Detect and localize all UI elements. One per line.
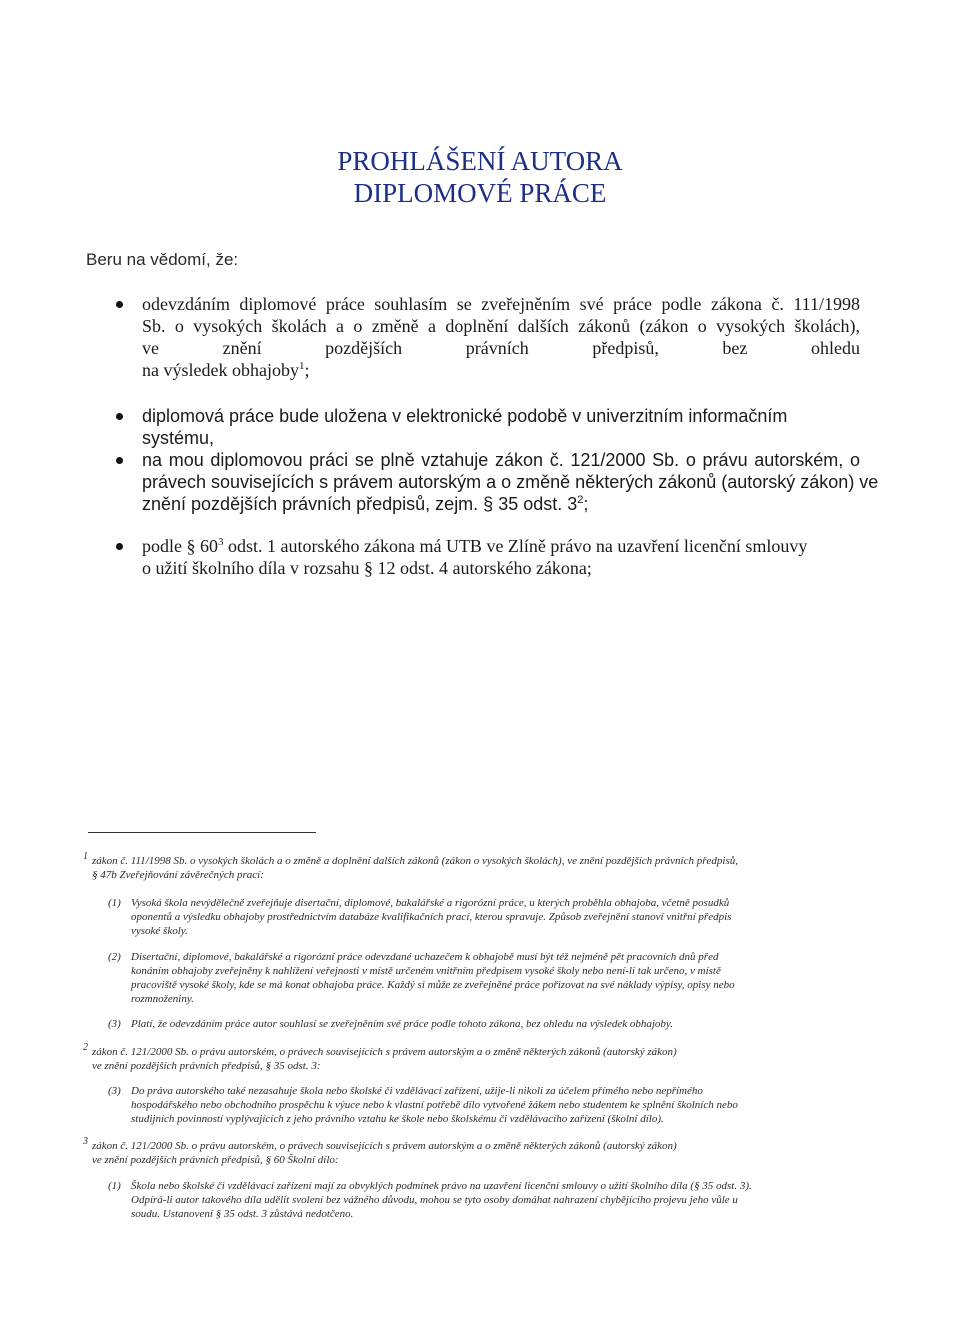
footnote-ref: 1 [298, 360, 305, 372]
list-item [142, 449, 879, 515]
footnote-subsection [108, 1017, 863, 1031]
list-item-line: podle § $60^3$ odst. 1 autorského zákona má UTB ve Zlíně právo na uzavření licenční smlouvy [142, 536, 808, 556]
footnote-line: Platí, že odevzdáním práce autor souhlasí se zveřejněním své práce podle tohoto zákona, bez ohledu na výsledek obhajoby. [131, 1018, 673, 1030]
list-item-line: na výsledek obhajoby$^1$; [142, 360, 310, 380]
footnote-line: pracoviště vysoké školy, kde se má konat obhajoba práce. Každý si může ze zveřejněné práce pořizovat na své náklady výpisy, opisy nebo [131, 979, 735, 991]
list-item [142, 405, 860, 449]
list-item-line: diplomová práce bude uložena v elektronické podobě v univerzitním informačním systému, [142, 406, 788, 448]
footnote-1 [83, 851, 862, 882]
list-item [142, 535, 860, 579]
footnote-line: Odpírá-li autor takového díla udělit svolení bez vážného důvodu, mohou se tyto osoby domáhat nahrazení chybějícího projevu jeho vůle u [131, 1194, 738, 1206]
footnote-subsection [108, 1179, 863, 1221]
footnote-line: Disertační, diplomové, bakalářské a rigorózní práce odevzdané uchazečem k obhajobě musí být též nejméně pět pracovních dnů před [131, 951, 719, 963]
footnote-line: soudu. Ustanovení § 35 odst. 3 zůstává nedotčeno. [131, 1208, 354, 1220]
footnote-line: zákon č. 111/1998 Sb. o vysokých školách a o změně a doplnění dalších zákonů (zákon o vysokých školách), ve znění pozdějších právních předpisů, [92, 855, 738, 867]
bullet-icon [116, 457, 123, 464]
intro-text: Beru na vědomí, že: [86, 250, 239, 269]
footnote-line: § 47b Zveřejňování závěrečných prací: [92, 869, 264, 881]
list-item-line: o užití školního díla v rozsahu § 12 odst. 4 autorského zákona; [142, 558, 592, 578]
title-line-2: DIPLOMOVÉ PRÁCE [353, 178, 607, 208]
footnote-line: zákon č. 121/2000 Sb. o právu autorském, o právech souvisejících s právem autorským a o změně některých zákonů (autorský zákon) [92, 1046, 677, 1058]
list-item [142, 293, 860, 381]
footnote-line: oponentů a výsledku obhajoby prostřednictvím databáze kvalifikačních prací, kterou spravuje. Způsob zveřejnění stanoví vnitřní předpis [131, 911, 732, 923]
list-item-line: odevzdáním diplomové práce souhlasím se zveřejněním své práce podle zákona č. 111/1998 [142, 294, 860, 314]
footnote-ref: 3 [218, 536, 224, 548]
subsection-number: (1) [108, 1180, 121, 1192]
footnote-line: Škola nebo školské či vzdělávací zařízení mají za obvyklých podmínek právo na uzavření licenční smlouvy o užití školního díla (§ 35 odst. 3). [131, 1180, 752, 1192]
footnote-mark: 1 [83, 851, 88, 862]
list-item-line: ve znění pozdějších právních předpisů, bez ohledu [142, 338, 860, 358]
subsection-number: (2) [108, 951, 121, 963]
list-item-line: právech souvisejících s právem autorským a o změně některých zákonů (autorský zákon) ve [142, 472, 879, 492]
bullet-icon [116, 413, 123, 420]
footnote-subsection [108, 950, 863, 1006]
footnote-mark: 3 [83, 1136, 88, 1147]
footnote-line: ve znění pozdějších právních předpisů, § 60 Školní dílo: [92, 1154, 339, 1166]
list-item-line: znění pozdějších právních předpisů, zejm. § 35 odst. $3^2$; [142, 494, 589, 514]
footnote-subsection [108, 1084, 863, 1126]
list-item-line: na mou diplomovou práci se plně vztahuje zákon č. 121/2000 Sb. o právu autorském, o [142, 450, 860, 470]
subsection-number: (1) [108, 897, 121, 909]
footnote-line: Vysoká škola nevýdělečně zveřejňuje disertační, diplomové, bakalářské a rigorózní práce, u kterých proběhla obhajoba, včetně posudků [131, 897, 730, 909]
footnote-divider [88, 832, 316, 833]
footnote-line: rozmnoženiny. [131, 993, 194, 1005]
footnote-line: studijních povinností vyplývajících z jeho právního vztahu ke škole nebo školskému či vzdělávacího zařízení (školní dílo). [131, 1113, 664, 1125]
footnote-mark: 2 [83, 1042, 88, 1053]
footnote-line: Do práva autorského také nezasahuje škola nebo školské či vzdělávací zařízení, užije-li nikoli za účelem přímého nebo nepřímého [131, 1085, 703, 1097]
footnote-subsection [108, 896, 863, 938]
footnote-line: konáním obhajoby zveřejněny k nahlížení veřejnosti v místě určeném vnitřním předpisem vysoké školy nebo není-li tak určeno, v místě [131, 965, 721, 977]
list-item-line: Sb. o vysokých školách a o změně a doplnění dalších zákonů (zákon o vysokých školách), [142, 316, 860, 336]
bullet-icon [116, 543, 123, 550]
footnote-line: vysoké školy. [131, 925, 188, 937]
title-line-1: PROHLÁŠENÍ AUTORA [337, 146, 623, 176]
footnote-3 [83, 1136, 862, 1167]
footnote-line: zákon č. 121/2000 Sb. o právu autorském, o právech souvisejících s právem autorským a o změně některých zákonů (autorský zákon) [92, 1140, 677, 1152]
footnote-ref: 2 [577, 494, 584, 506]
bullet-icon [116, 301, 123, 308]
document-title [0, 145, 960, 209]
footnote-line: hospodářského nebo obchodního prospěchu k výuce nebo k vlastní potřebě dílo vytvořené žákem nebo studentem ke splnění školních nebo [131, 1099, 738, 1111]
subsection-number: (3) [108, 1018, 121, 1030]
footnote-2 [83, 1042, 862, 1073]
subsection-number: (3) [108, 1085, 121, 1097]
footnote-line: ve znění pozdějších právních předpisů, § 35 odst. 3: [92, 1060, 321, 1072]
